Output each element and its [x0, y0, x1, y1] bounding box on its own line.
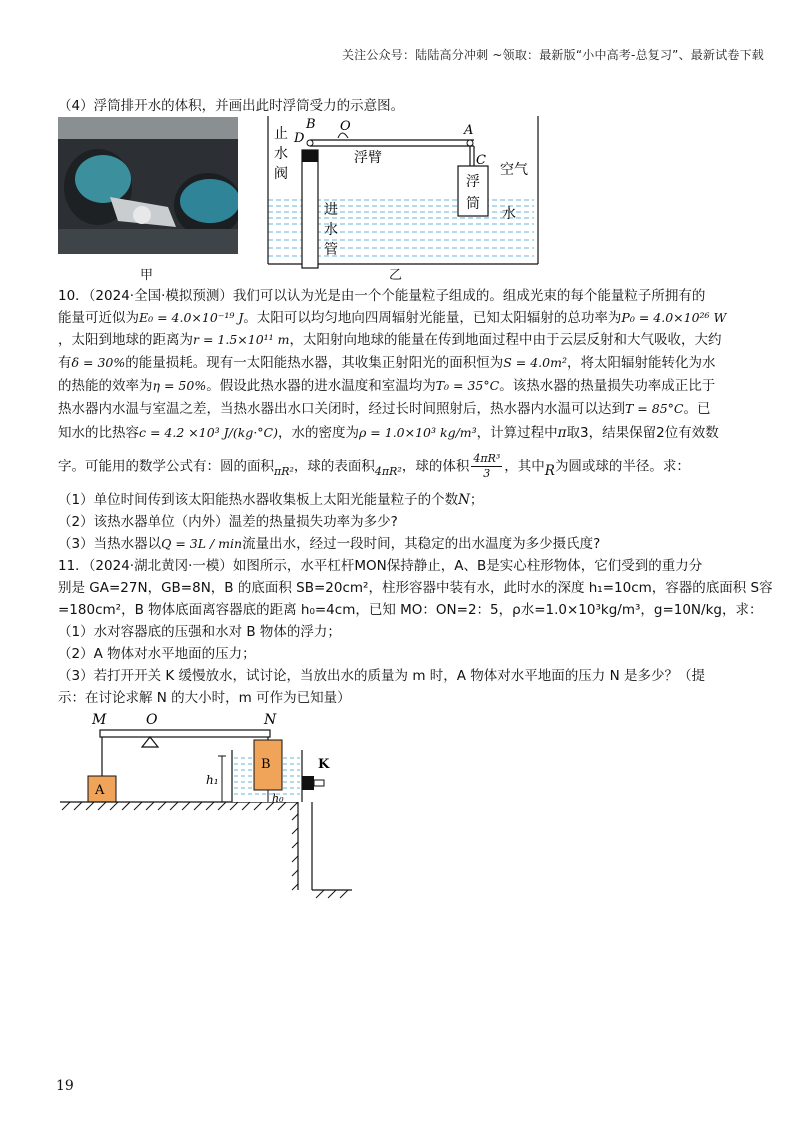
- label-valve-1: 止: [274, 126, 288, 142]
- label-B: B: [306, 117, 316, 132]
- label-float-1: 浮: [466, 174, 480, 190]
- label-K: K: [318, 757, 330, 772]
- q10-line1: 10．（2024·全国·模拟预测）我们可以认为光是由一个个能量粒子组成的。组成光束的每个能量粒子所拥有的: [58, 288, 706, 304]
- q11-sub1: （1）水对容器底的压强和水对 B 物体的浮力；: [58, 624, 341, 640]
- label-valve-3: 阀: [274, 166, 288, 182]
- q10-sub3: （3）当热水器以Q = 3L / min流量出水，经过一段时间，其稳定的出水温度为多少摄氏度?: [58, 536, 601, 552]
- label-C: C: [476, 153, 486, 168]
- formula-eta: η = 50%: [152, 378, 207, 393]
- label-air: 空气: [500, 162, 528, 178]
- q10-line7: 知水的比热容c = 4.2 ×10³ J/(kg·°C)，水的密度为ρ = 1.0×10³ kg/m³，计算过程中π取3，结果保留2位有效数: [58, 425, 719, 441]
- q10-line3: ，太阳到地球的距离为r = 1.5×10¹¹ m，太阳射向地球的能量在传到地面过程中由于云层反射和大气吸收，大约: [58, 332, 722, 348]
- page-header: 关注公众号：陆陆高分冲刺 ~领取：最新版“小中高考-总复习”、最新试卷下载: [341, 48, 764, 62]
- toilet-valve-photo: [58, 117, 238, 254]
- formula-sphere-area: 4πR²: [374, 464, 402, 478]
- q10-line4: 有δ = 30%的能量损耗。现有一太阳能热水器，其收集正射阳光的面积恒为S = 4.0m²，将太阳辐射能转化为水: [58, 355, 716, 371]
- label-h0: h₀: [272, 792, 284, 805]
- label-block-A: A: [95, 783, 105, 798]
- label-O: O: [340, 119, 351, 134]
- label-valve-2: 水: [274, 146, 288, 162]
- formula-t: T = 85°C: [625, 401, 684, 416]
- formula-e0: E₀ = 4.0×10⁻¹⁹ J: [139, 310, 244, 325]
- label-h1: h₁: [206, 773, 219, 787]
- label-water: 水: [502, 206, 516, 222]
- formula-c: c = 4.2 ×10³ J/(kg·°C): [139, 425, 278, 440]
- photo-caption: 甲: [140, 268, 154, 283]
- label-D: D: [294, 131, 305, 146]
- formula-circle-area: πR²: [274, 464, 294, 478]
- formula-r: r = 1.5×10¹¹ m: [193, 332, 290, 347]
- q11-line3: =180cm²，B 物体底面离容器底的距离 h₀=4cm，已知 MO：ON=2：5，ρ水=1.0×10³kg/m³，g=10N/kg，求：: [58, 602, 763, 618]
- lever-container-diagram: [56, 710, 356, 900]
- formula-t0: T₀ = 35°C: [435, 378, 500, 393]
- label-N: N: [264, 712, 277, 728]
- label-pipe-3: 管: [324, 242, 338, 258]
- formula-s: S = 4.0m²: [503, 355, 567, 370]
- label-arm: 浮臂: [354, 150, 382, 166]
- formula-rho: ρ = 1.0×10³ kg/m³: [358, 425, 477, 440]
- q10-line2: 能量可近似为E₀ = 4.0×10⁻¹⁹ J。太阳可以均匀地向四周辐射光能量，已知太阳辐射的总功率为P₀ = 4.0×10²⁶ W: [58, 310, 727, 326]
- q10-line8: 字。可能用的数学公式有：圆的面积$_{\pi R^2}$，球的表面积$_{4\pi R^2}$，球的体积 $\frac{\text{4πR³}}{3}$ ，其中R为圆或球的半径。求：: [58, 452, 690, 480]
- label-float-2: 筒: [466, 196, 480, 212]
- q11-line2: 别是 GA=27N，GB=8N，B 的底面积 SB=20cm²，柱形容器中装有水，此时水的深度 h₁=10cm，容器的底面积 S容: [58, 580, 773, 596]
- q11-sub3: （3）若打开开关 K 缓慢放水，试讨论，当放出水的质量为 m 时，A 物体对水平地面的压力 N 是多少？（提: [58, 668, 705, 684]
- formula-p0: P₀ = 4.0×10²⁶ W: [621, 310, 727, 325]
- label-M: M: [92, 712, 107, 728]
- q11-sub2: （2）A 物体对水平地面的压力；: [58, 646, 256, 662]
- label-pipe-2: 水: [324, 222, 338, 238]
- formula-delta: δ = 30%: [71, 355, 126, 370]
- q10-line5: 的热能的效率为η = 50%。假设此热水器的进水温度和室温均为T₀ = 35°C。该热水器的热量损失功率成正比于: [58, 378, 716, 394]
- q11-sub3-hint: 示：在讨论求解 N 的大小时，m 可作为已知量）: [58, 690, 351, 706]
- float-valve-diagram: [262, 114, 552, 274]
- formula-q: Q = 3L / min: [161, 536, 243, 551]
- q9-part4: （4）浮筒排开水的体积，并画出此时浮筒受力的示意图。: [58, 98, 405, 114]
- label-A: A: [464, 123, 474, 138]
- q10-line6: 热水器内水温与室温之差，当热水器出水口关闭时，经过长时间照射后，热水器内水温可以达到T = 85°C。已: [58, 401, 711, 417]
- q11-line1: 11．（2024·湖北黄冈·一模）如图所示，水平杠杆MON保持静止，A、B是实心柱形物体，它们受到的重力分: [58, 558, 703, 574]
- diagram-caption: 乙: [389, 268, 403, 283]
- q10-sub2: （2）该热水器单位（内外）温差的热量损失功率为多少?: [58, 514, 398, 530]
- label-block-B: B: [261, 757, 271, 772]
- label-pipe-1: 进: [324, 202, 338, 218]
- label-O2: O: [146, 712, 158, 728]
- formula-sphere-volume: $\frac{\text{4πR³}}{3}$: [473, 452, 501, 480]
- q10-sub1: （1）单位时间传到该太阳能热水器收集板上太阳光能量粒子的个数N；: [58, 492, 484, 508]
- page-number: 19: [56, 1078, 74, 1094]
